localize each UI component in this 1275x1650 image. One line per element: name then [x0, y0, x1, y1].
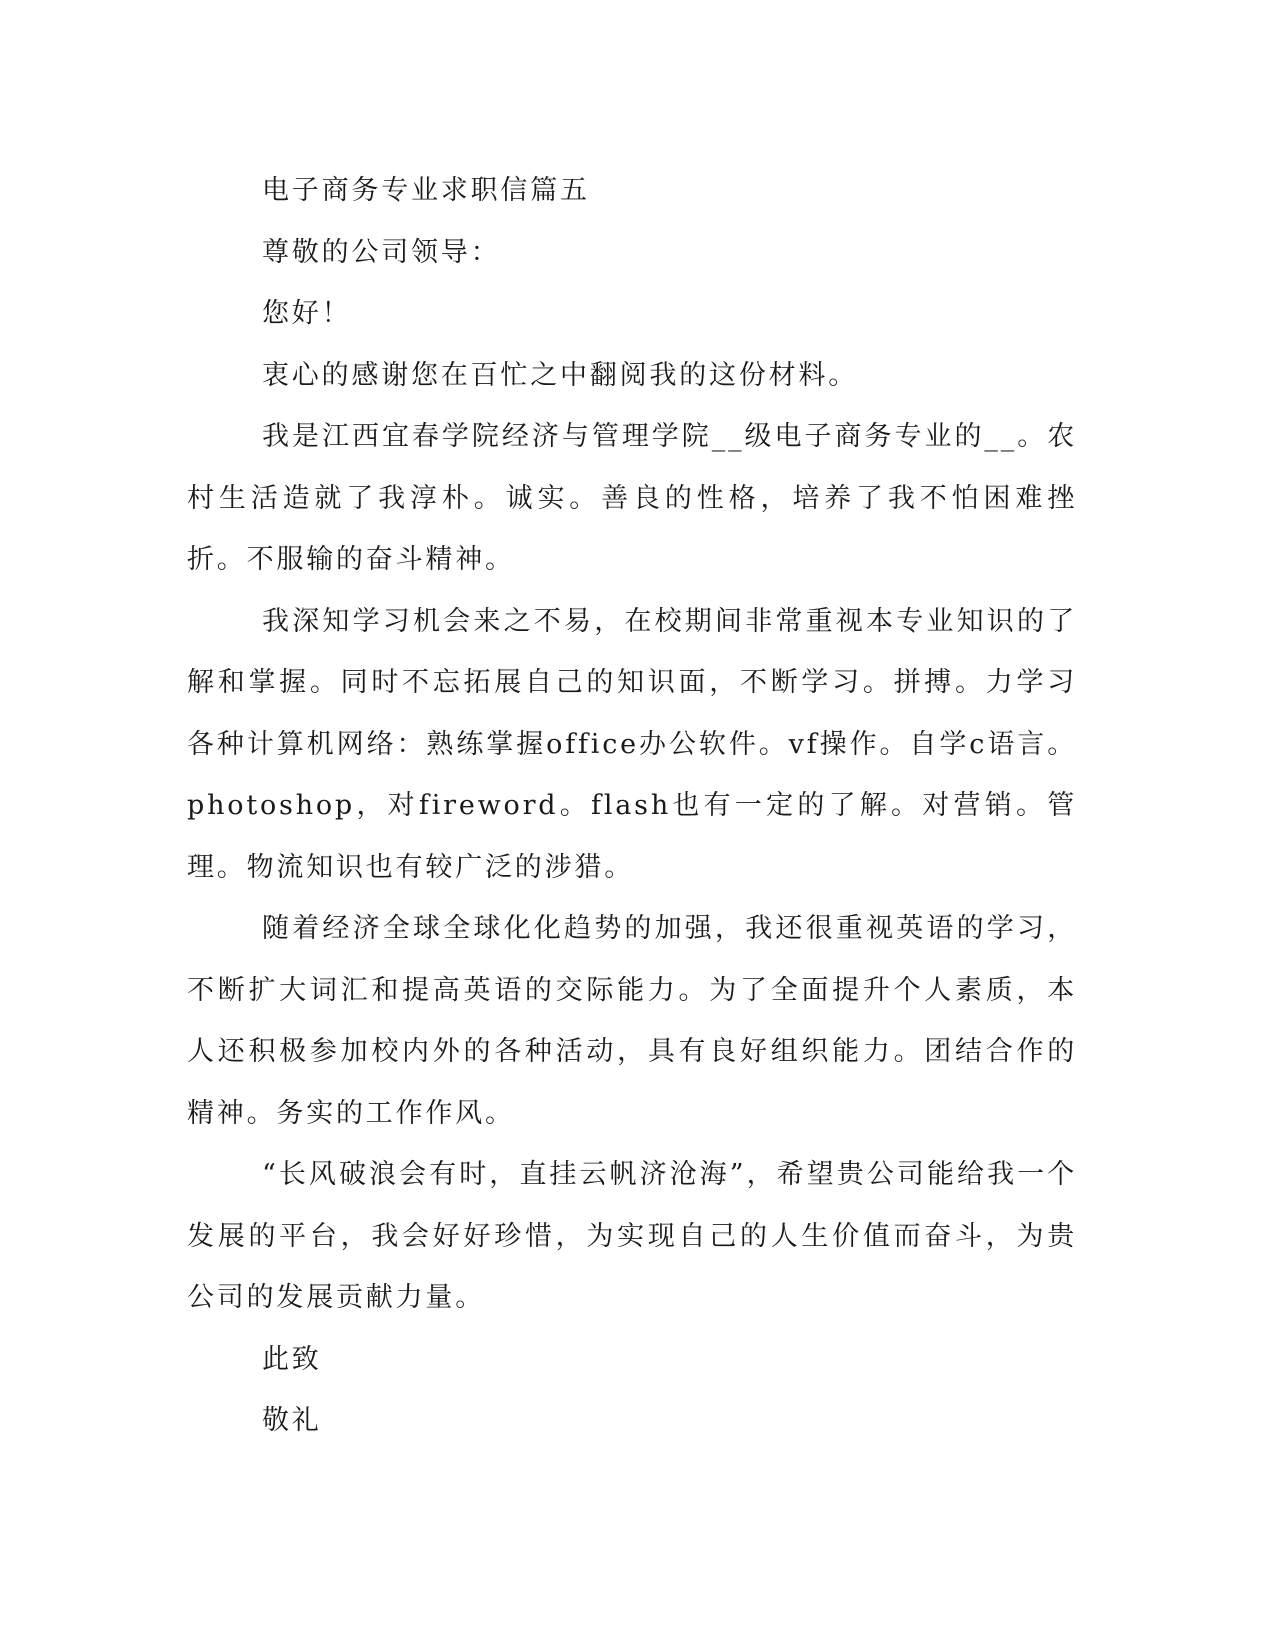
- english-paragraph: 随着经济全球全球化化趋势的加强，我还很重视英语的学习，不断扩大词汇和提高英语的交际能力。为了全面提升个人素质，本人还积极参加校内外的各种活动，具有良好组织能力。团结合作的精神。务实的工作作风。: [187, 913, 1077, 1129]
- greeting: 您好！: [262, 298, 352, 329]
- document-body: [187, 160, 1077, 1452]
- document-title: 电子商务专业求职信篇五: [262, 175, 590, 206]
- intro-paragraph: 我是江西宜春学院经济与管理学院__级电子商务专业的__。农村生活造就了我淳朴。诚实。善良的性格，培养了我不怕困难挫折。不服输的奋斗精神。: [187, 421, 1077, 575]
- thanks-paragraph: 衷心的感谢您在百忙之中翻阅我的这份材料。: [262, 359, 858, 391]
- salutation: 尊敬的公司领导：: [262, 236, 501, 268]
- closing-line: 此致: [262, 1343, 322, 1375]
- regards-line: 敬礼: [262, 1405, 322, 1436]
- hope-paragraph: “长风破浪会有时，直挂云帆济沧海”，希望贵公司能给我一个发展的平台，我会好好珍惜，为实现自己的人生价值而奋斗，为贵公司的发展贡献力量。: [187, 1159, 1077, 1313]
- study-paragraph: 我深知学习机会来之不易，在校期间非常重视本专业知识的了解和掌握。同时不忘拓展自己的知识面，不断学习。拼搏。力学习各种计算机网络：熟练掌握office办公软件。vf操作。自学c语言。photoshop，对fireword。flash也有一定的了解。对营销。管理。物流知识也有较广泛的涉猎。: [187, 605, 1077, 883]
